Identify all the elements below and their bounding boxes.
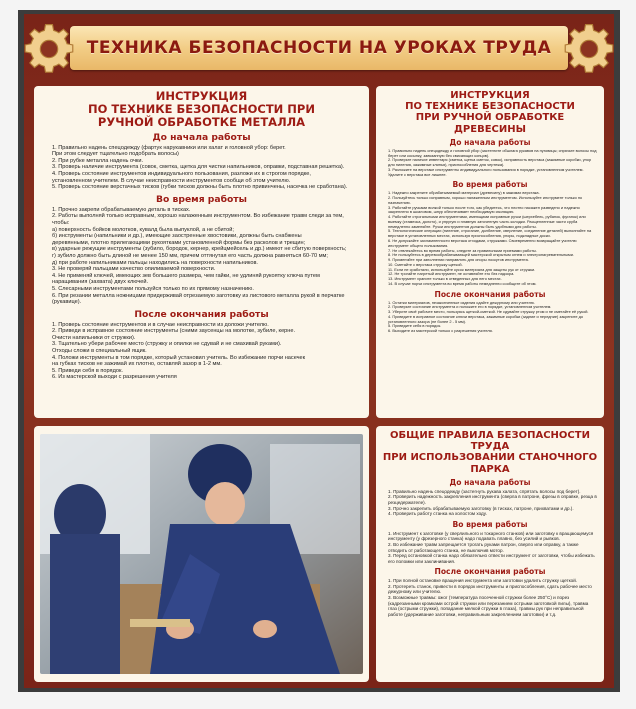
instruction-line: 2. Пользуйтесь только исправным, хорошо налаженным инструментом. Используйте инструмент только по назначению.	[388, 195, 583, 205]
gear-icon	[24, 20, 78, 78]
instruction-line: 11. Если не сработали, используйте кусок материала для защиты рук от стружки.	[388, 266, 536, 272]
instruction-line: 1. Проверь состояние инструментов и в случае неисправности из доложи учителю.	[52, 321, 269, 328]
instruction-line: 3. Уберите своё рабочее место, пользуясь щеткой-сметкой. Не сдувайте стружку ртом и не сметайте её рукой.	[388, 309, 589, 315]
instruction-line: 1. Остатки материалов, незаконченные изделия сдайте дежурному или учителю.	[388, 299, 535, 305]
section-text	[376, 489, 604, 517]
instruction-line: 5. Проверь состояние верстачных тисков (губки тисков должны быть плотно привинчены, насечка не сработана).	[52, 184, 348, 191]
machine-sections	[376, 478, 604, 618]
poster-title: ТЕХНИКА БЕЗОПАСНОСТИ НА УРОКАХ ТРУДА	[86, 38, 552, 58]
instruction-line: 1. Правильно надень спецодежду (застегнуть рукава халата, спрятать волосы под берет).	[388, 488, 581, 494]
instruction-line: Очисти напильники от стружки).	[52, 334, 136, 341]
metal-instruction-panel	[34, 86, 369, 418]
instruction-line: 5. Приведи себя в порядок.	[52, 367, 123, 374]
instruction-line: 5. Технологические операции (пиление, строгание, долбление, сверление, соединение деталей) выполняйте на верстаке в установленных местах, используя приспособления, упоры, подкладные доски.	[388, 228, 592, 239]
instruction-line: При этом следует тщательно подобрать волосы)	[52, 151, 179, 158]
instruction-line: 2. Проверить надежность закрепления инструмента (сверла в патроне, фрезы в оправке, резца в резцедержателе).	[388, 494, 597, 505]
instruction-line: 5. Слесарными инструментами пользуйся только по их прямому назначению.	[52, 285, 254, 292]
instruction-line: 3. Возможные травмы: ожог (температура посеченной стружки более 250°С) и порез (кадрезанными кромками острой стружки или перезанием острыми заготовкой пилы), травма глаз (острыми стружки), попадание мелкой стружки в глаза), травмы рук при неправильной работе (удерживание заготовки, неправильным закреплением заготовки) и т.д.	[388, 595, 589, 617]
machine-rules-panel	[376, 426, 604, 682]
instruction-line: 2. Приведи в исправное состояние инструменты (сними заусенцы на молотке, зубиле, керне.	[52, 328, 296, 335]
instruction-line: 1. Прочно закрепи обрабатываемую деталь в тисках.	[52, 206, 191, 213]
instruction-line: 14. В случае порчи инструмента во время работы немедленно сообщите об этом.	[388, 280, 537, 286]
instruction-line: 3. Прочно закрепить обрабатываемую заготовку (в тисках, патроне, прихватами и др.).	[388, 505, 574, 511]
wood-sections	[376, 138, 604, 334]
instruction-line: Отходы сложи в специальный ящик.	[52, 348, 147, 355]
instruction-line: 8. Не пользуйтесь в деревообрабатывающей мастерской открытым огнем и электронагревательными.	[388, 252, 574, 258]
instruction-line: 6. Не допускайте захламленности верстака отходами, стружками. Своевременно возвращайте учителю инструмент общего пользования.	[388, 238, 577, 248]
instruction-line: 2. Проверьте наличие инвентаря (сметка, щетка сметок, совок), исправность верстака (зажимные коробки, упор для пиления, зажимные клинья), приспособления для чертежа).	[388, 157, 592, 168]
instruction-line: наращивания (захвата) двух ключей.	[52, 279, 149, 286]
gear-icon	[560, 20, 614, 78]
instruction-line: деревянными, плотно прилегающими рукоятками установленной формы без расколов и трещин;	[52, 239, 306, 246]
instruction-line: 6. Из мастерской выходи с разрешения учителя	[52, 374, 177, 381]
title-banner	[70, 26, 568, 70]
instruction-line: г) зубило должно быть длиной не менее 150 мм, причем оттянутая его часть должна равняться 60-70 мм;	[52, 252, 328, 259]
instruction-line: 1. Правильно надень спецодежду и головной убор (застегните обшлага рукавов на пуговицы; спрячьте волосы под берет или косынку, завязанную без свисающих концов).	[388, 147, 597, 158]
section-text	[34, 145, 369, 191]
instruction-line: 12. Не трогайте нагретый инструмент, не оставляйте его без надзора.	[388, 271, 515, 277]
instruction-line: 4. Работайте строгальными инструментами, имеющими исправные ручки (шерхебель, рубанок, фуганок) или выемку (стамеска, долото), и упругую и плавную заточенную часть колодки. Расщепленные части сруба немедленно заменяйте. Ручки инструментов должны быть удобными для работы.	[388, 214, 586, 229]
instruction-line: 2. Протереть станок, привести в порядок инструменты и приспособления, сдать рабочее место дежурному или учителю.	[388, 583, 592, 595]
instruction-line: 2. Проверьте состояние инструмента и положите его в порядке, установленном учителем.	[388, 304, 552, 310]
section-text	[376, 149, 604, 178]
instruction-line: 4. Проверь состояние инструментов индивидуального пользования, разложи их в строгом порядке,	[52, 171, 311, 177]
instruction-line: 1. При полной остановке вращения инструмента или заготовки удалить стружку щеткой.	[388, 578, 578, 584]
poster	[24, 14, 614, 688]
section-heading: Во время работы	[156, 193, 247, 205]
instruction-line: 9. Применяйте при заполнении направлять для опоры лоскутов инструмента.	[388, 257, 529, 263]
instruction-line: 13. Инструмент храните только в отведенных для него местах.	[388, 276, 502, 282]
instruction-line: 2. Во избежание травм запрещается трогать руками патрон, сверло или оправку, а также отводить от работающего станка, не выключив мотор.	[388, 541, 579, 553]
photo-panel	[34, 426, 369, 682]
instruction-line: а) поверхность бойков молотков, кувалд была выпуклой, а не сбитой;	[52, 226, 234, 233]
instruction-line: на губках тисков не зажимай их плотно, оставляй зазор в 1-2 мм.	[52, 361, 222, 368]
instruction-line: 2. Работы выполняй только исправным, хорошо налаженным инструментом. Во избежание травм следи за тем, чтобы:	[52, 213, 344, 226]
section-heading: После окончания работы	[134, 308, 269, 320]
section-text	[376, 191, 604, 286]
instruction-line: 1. Правильно надень спецодежду (фартук нарукавники или халат и головной убор: берет.	[52, 144, 286, 151]
section-text	[34, 322, 369, 381]
instruction-line: 1. Инструмент к заготовке (у сверлильного и токарного станков) или заготовку к вращающемуся инструменту (у фрезерного станка) надо подавать плавно, без усилий и рывков.	[388, 530, 594, 542]
instruction-line: 3. Тщательно убери рабочее место (стружку и опилки не сдувай и не смахивай руками).	[52, 341, 282, 348]
section-heading: После окончания работы	[434, 567, 546, 577]
instruction-line: 10. Сметайте с верстака стружку щеткой.	[388, 261, 463, 267]
instruction-line: 4. Положи инструменты в том порядке, который установил учитель. Во избежание порчи насечек	[52, 354, 306, 361]
instruction-line: 1. Надежно закрепите обрабатываемый материал (древесину) в зажимах верстака.	[388, 190, 540, 196]
machine-title: ОБЩИЕ ПРАВИЛА БЕЗОПАСНОСТИ ТРУДА ПРИ ИСПОЛЬЗОВАНИИ СТАНОЧНОГО ПАРКА	[382, 430, 598, 475]
instruction-line: 3. Перед остановкой станка надо обязательно отвести инструмент от заготовки, чтобы избежать его поломки или заклинивания.	[388, 553, 595, 564]
instruction-line: 4. Не применяй ключей, имеющих зев большего размера, чем гайки, не удлиняй рукоятку ключа путем	[52, 272, 320, 279]
section-text	[34, 207, 369, 306]
section-heading: Во время работы	[452, 519, 528, 529]
instruction-line: б) инструменты (напильники и др.), имеющие заостренные хвостовики, должны быть снабжены	[52, 233, 302, 240]
section-text	[376, 531, 604, 565]
instruction-line: установленном учителем. В случае неисправности инструментов сообщи об этом учителю.	[52, 177, 291, 184]
section-text	[376, 301, 604, 334]
instruction-line: 6. Выходите из мастерской только с разрешения учителя.	[388, 328, 493, 334]
wood-title: ИНСТРУКЦИЯ ПО ТЕХНИКЕ БЕЗОПАСНОСТИ ПРИ РУЧНОЙ ОБРАБОТКЕ ДРЕВЕСИНЫ	[405, 90, 575, 135]
wood-instruction-panel	[376, 86, 604, 418]
instruction-line: 7. Не отвлекайтесь во время работы, следите за правильными приемами работы.	[388, 247, 537, 253]
instruction-line: 5. Приведите себя в порядок.	[388, 323, 442, 329]
instruction-line: в) ударные режущие инструменты (зубило, бородок, кернер, крейцмейсель и др.) имеют не сбитую поверхность;	[52, 246, 347, 253]
instruction-line: 3. Не проверяй пальцами качество опиливаемой поверхности.	[52, 266, 216, 273]
instruction-line: 3. Проверь наличие инструмента (совок, сметка, щетка для чистки напильников, оправки, подставная решетка).	[52, 164, 345, 171]
section-heading: После окончания работы	[434, 289, 546, 299]
section-heading: До начала работы	[152, 131, 251, 143]
metal-title: ИНСТРУКЦИЯ ПО ТЕХНИКЕ БЕЗОПАСНОСТИ ПРИ РУЧНОЙ ОБРАБОТКЕ МЕТАЛЛА	[87, 89, 315, 129]
section-text	[376, 578, 604, 617]
instruction-line: 6. При резании металла ножницами придерживай отрезаемую заготовку из листового металла рукой в перчатке (рукавице).	[52, 292, 345, 306]
section-heading: Во время работы	[452, 180, 528, 190]
instruction-line: 2. При рубке металла надень очки.	[52, 157, 144, 164]
instruction-line: 4. Приведите в исправное состояние ключи верстака, зажимные коробки (задние и передние) закрепите до установленного зазора (не более 2 - 5 мм).	[388, 313, 584, 324]
section-heading: До начала работы	[449, 137, 531, 147]
instruction-line: д) при работе напильниками пальцы находились на поверхности напильников.	[52, 259, 258, 266]
section-heading: До начала работы	[449, 477, 531, 487]
metal-sections	[34, 132, 369, 381]
instruction-line: 3. Разложите на верстаке инструменты индивидуального пользования в порядке, установленном учителем. Удалите с верстака все лишнее.	[388, 166, 584, 177]
instruction-line: 4. Проверить работу станка на холостом ходу.	[388, 511, 487, 517]
instruction-line: 3. Работайте ручками вилкой только после того, как убедитесь, что плотно насажен разведено и надежно закреплено в шкаловом, шнур обеспечивает необходимую изоляцию.	[388, 204, 580, 215]
workshop-photo	[40, 434, 363, 674]
